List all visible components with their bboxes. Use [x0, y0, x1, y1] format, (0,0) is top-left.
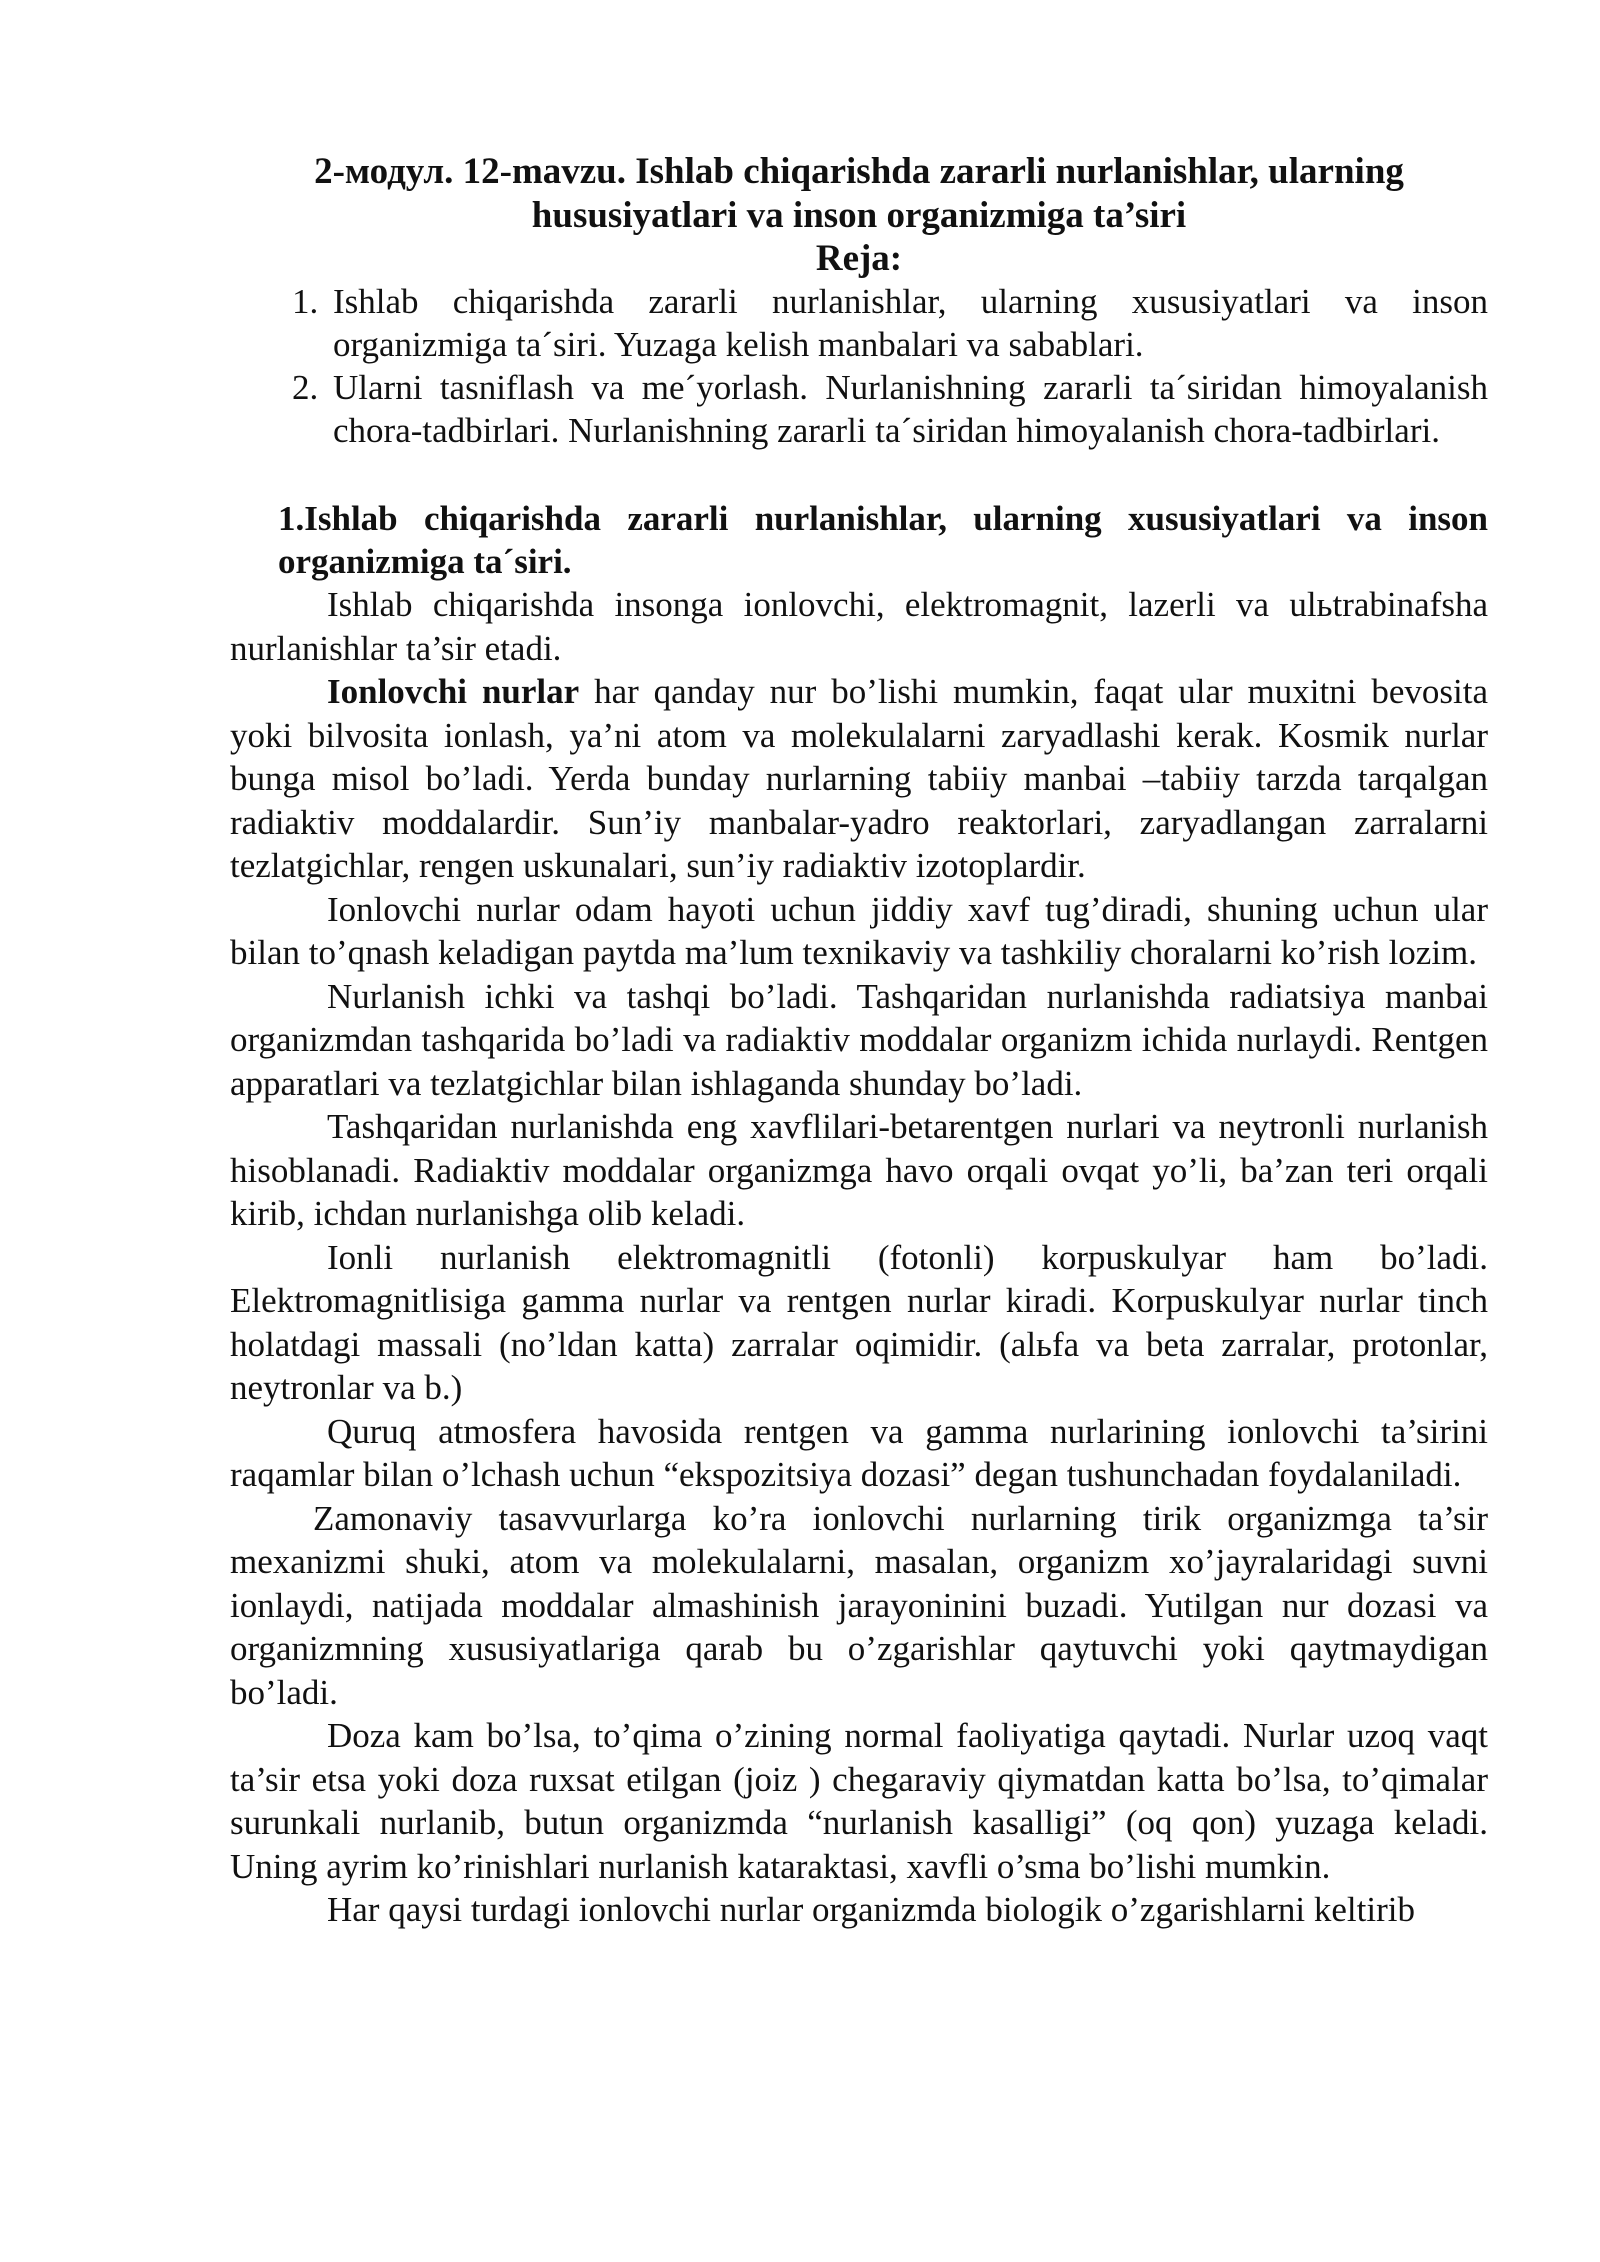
paragraph: Ionli nurlanish elektromagnitli (fotonli) korpuskulyar ham bo’ladi. Elektromagnitlisiga gamma nurlar va rentgen nurlar kiradi. Korpuskulyar nurlar tinch holatdagi massali (no’ldan katta) zarralar oqimidir. (alьfa va beta zarralar, protonlar, neytronlar va b.): [230, 1237, 1488, 1407]
document-title-line1: 2-модул. 12-mavzu. Ishlab chiqarishda zararli nurlanishlar, ularning: [314, 151, 1404, 192]
plan-item-2: 2. Ularni tasniflash va me´yorlash. Nurlanishning zararli ta´siridan himoyalanish chora-tadbirlari. Nurlanishning zararli ta´siridan himoyalanish chora-tadbirlari.: [327, 366, 1488, 452]
plan-list: [230, 280, 1488, 452]
paragraph: Zamonaviy tasavvurlarga ko’ra ionlovchi nurlarning tirik organizmga ta’sir mexanizmi shuki, atom va molekulalarni, masalan, organizm xo’jayralaridagi suvni ionlaydi, natijada moddalar almashinish jarayoninini buzadi. Yutilgan nur dozasi va organizmning xususiyatlariga qarab bu o’zgarishlar qaytuvchi yoki qaytmaydigan bo’ladi.: [230, 1498, 1488, 1712]
section-body: [230, 583, 1488, 1932]
document-title-line2: hususiyatlari va inson organizmiga ta’siri: [531, 195, 1187, 236]
paragraph: Nurlanish ichki va tashqi bo’ladi. Tashqaridan nurlanishda radiatsiya manbai organizmdan tashqarida bo’ladi va radiaktiv moddalar organizm ichida nurlaydi. Rentgen apparatlari va tezlatgichlar bilan ishlaganda shunday bo’ladi.: [230, 976, 1488, 1103]
paragraph: [230, 670, 1488, 888]
paragraph: Ionlovchi nurlar odam hayoti uchun jiddiy xavf tug’diradi, shuning uchun ular bilan to’qnash keladigan paytda ma’lum texnikaviy va tashkiliy choralarni ko’rish lozim.: [230, 889, 1488, 972]
plan-item-1: 1. Ishlab chiqarishda zararli nurlanishlar, ularning xususiyatlari va inson organizmiga ta´siri. Yuzaga kelish manbalari va sabablari.: [327, 280, 1488, 366]
paragraph: Quruq atmosfera havosida rentgen va gamma nurlarining ionlovchi ta’sirini raqamlar bilan o’lchash uchun “ekspozitsiya dozasi” degan tushunchadan foydalaniladi.: [230, 1411, 1488, 1494]
paragraph: Doza kam bo’lsa, to’qima o’zining normal faoliyatiga qaytadi. Nurlar uzoq vaqt ta’sir etsa yoki doza ruxsat etilgan (joiz ) chegaraviy qiymatdan katta bo’lsa, to’qimalar surunkali nurlanib, butun organizmda “nurlanish kasalligi” (oq qon) yuzaga keladi. Uning ayrim ko’rinishlari nurlanish kataraktasi, xavfli o’sma bo’lishi mumkin.: [230, 1716, 1488, 1886]
section-heading: 1.Ishlab chiqarishda zararli nurlanishlar, ularning xususiyatlari va inson organizmiga ta´siri.: [278, 499, 1488, 581]
paragraph: Har qaysi turdagi ionlovchi nurlar organizmda biologik o’zgarishlarni keltirib: [327, 1890, 1415, 1929]
term-ionlovchi-nurlar: Ionlovchi nurlar: [327, 672, 580, 711]
paragraph: Ishlab chiqarishda insonga ionlovchi, elektromagnit, lazerli va ulьtrabinafsha nurlanishlar ta’sir etadi.: [230, 585, 1488, 668]
paragraph: Tashqaridan nurlanishda eng xavflilari-betarentgen nurlari va neytronli nurlanish hisoblanadi. Radiaktiv moddalar organizmga havo orqali ovqat yo’li, ba’zan teri orqali kirib, ichdan nurlanishga olib keladi.: [230, 1107, 1488, 1233]
plan-heading: Reja:: [815, 238, 903, 279]
paragraph-text: har qanday nur bo’lishi mumkin, faqat ular muxitni bevosita yoki bilvosita ionlash, ya’ni atom va molekulalarni zaryadlashi kerak. Kosmik nurlar bunga misol bo’ladi. Yerda bunday nurlarning tabiiy manbai –tabiiy tarzda tarqalgan radiaktiv moddalardir. Sun’iy manbalar-yadro reaktorlari, zaryadlangan zarralarni tezlatgichlar, rengen uskunalari, sun’iy radiaktiv izotoplardir.: [230, 672, 1488, 885]
